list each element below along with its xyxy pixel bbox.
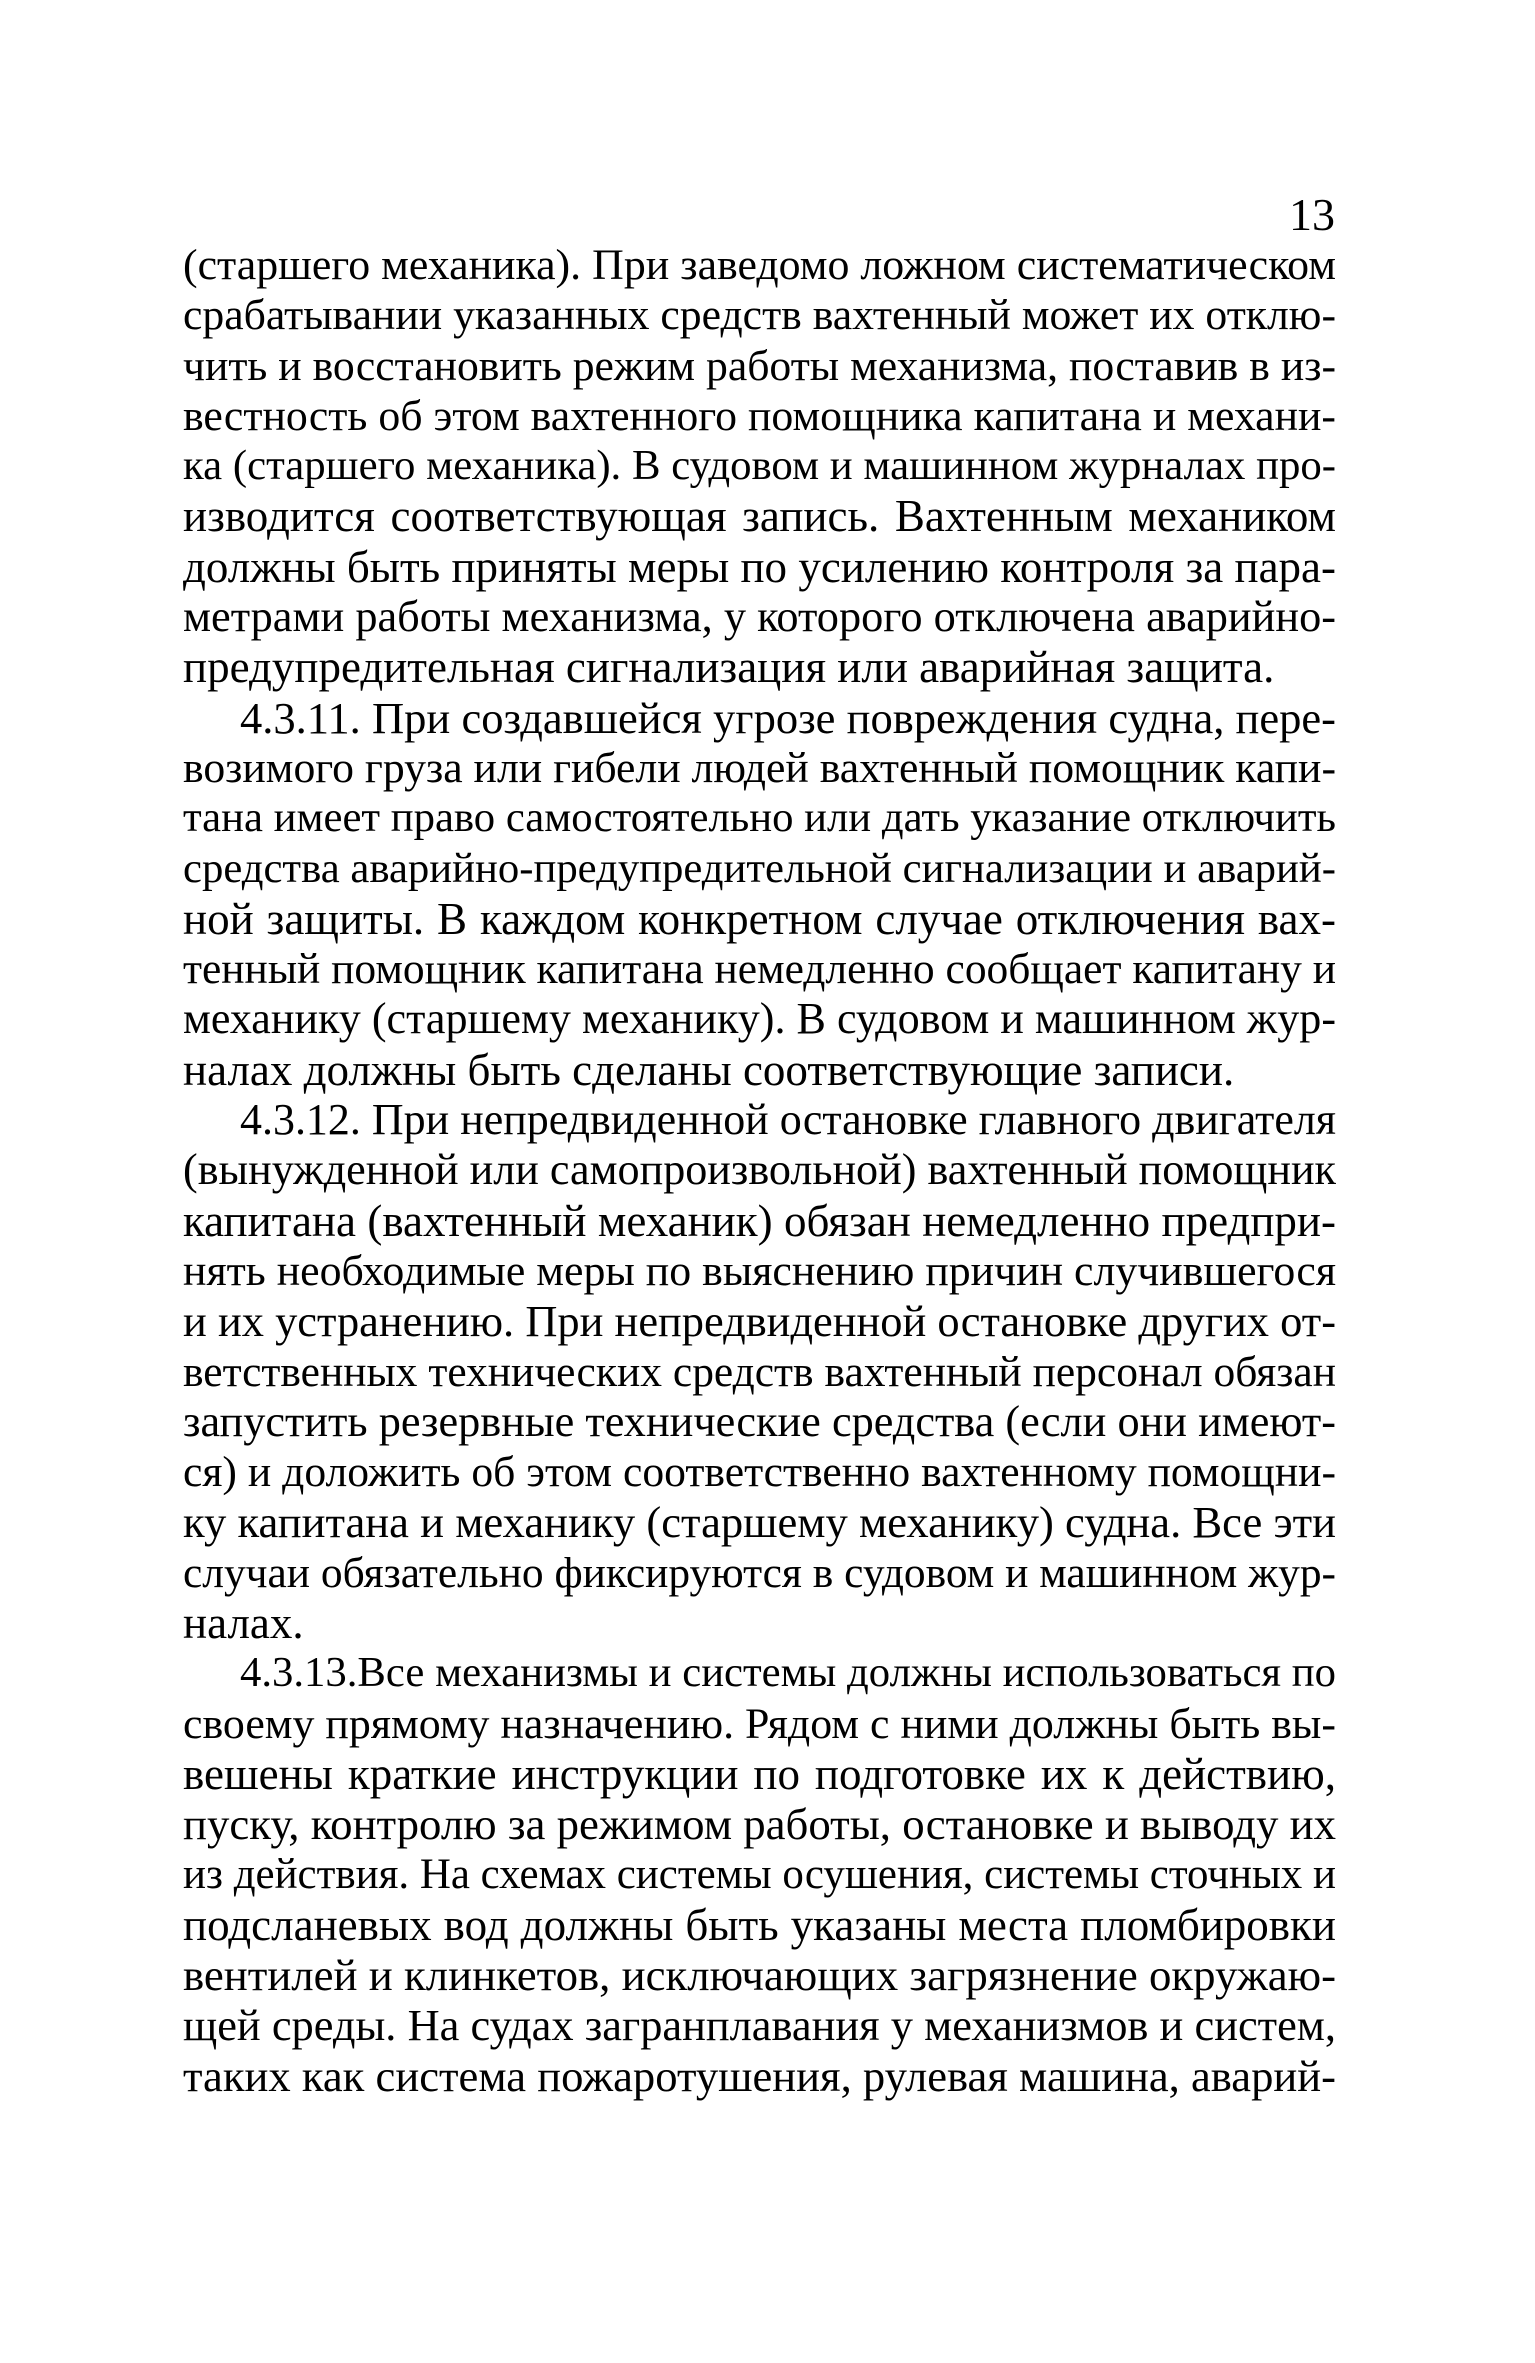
text-line: должны быть приняты меры по усилению контроля за пара- (183, 541, 1336, 592)
text-line: ку капитана и механику (старшему механику) судна. Все эти (183, 1497, 1336, 1548)
text-line: подсланевых вод должны быть указаны места пломбировки (183, 1899, 1336, 1950)
text-line: изводится соответствующая запись. Вахтенным механиком (183, 491, 1336, 542)
text-line: средства аварийно-предупредительной сигнализации и аварий- (183, 844, 1336, 892)
text-line: вентилей и клинкетов, исключающих загрязнение окружаю- (183, 1950, 1336, 2001)
text-line: (вынужденной или самопроизвольной) вахтенный помощник (183, 1145, 1336, 1195)
text-line: (старшего механика). При заведомо ложном систематическом (183, 241, 1336, 289)
text-line: ной защиты. В каждом конкретном случае отключения вах- (183, 893, 1336, 944)
text-line: пуску, контролю за режимом работы, остановке и выводу их (183, 1799, 1336, 1850)
text-line: налах. (183, 1598, 304, 1649)
text-line: чить и восстановить режим работы механизма, поставив в из- (183, 341, 1336, 390)
text-line: из действия. На схемах системы осушения, системы сточных и (183, 1850, 1336, 1898)
text-line: 4.3.13.Все механизмы и системы должны использоваться по (240, 1649, 1336, 1697)
text-line: нять необходимые меры по выяснению причин случившегося (183, 1246, 1336, 1295)
text-line: возимого груза или гибели людей вахтенный помощник капи- (183, 743, 1336, 792)
text-line: случаи обязательно фиксируются в судовом и машинном жур- (183, 1548, 1336, 1597)
text-line: щей среды. На судах загранплавания у механизмов и систем, (183, 2000, 1336, 2051)
text-line: капитана (вахтенный механик) обязан немедленно предпри- (183, 1195, 1336, 1246)
text-line: и их устранению. При непредвиденной остановке других от- (183, 1296, 1336, 1347)
text-line: тенный помощник капитана немедленно сообщает капитану и (183, 945, 1336, 994)
text-line: своему прямому назначению. Рядом с ними должны быть вы- (183, 1699, 1336, 1748)
text-line: ветственных технических средств вахтенный персонал обязан (183, 1347, 1336, 1396)
text-line: запустить резервные технические средства (если они имеют- (183, 1396, 1336, 1446)
text-line: таких как система пожаротушения, рулевая машина, аварий- (183, 2050, 1336, 2101)
text-line: тана имеет право самостоятельно или дать указание отключить (183, 794, 1336, 842)
text-line: ся) и доложить об этом соответственно вахтенному помощни- (183, 1448, 1336, 1497)
text-line: вешены краткие инструкции по подготовке их к действию, (183, 1748, 1336, 1799)
page-number: 13 (1289, 189, 1335, 240)
text-line: 4.3.12. При непредвиденной остановке главного двигателя (240, 1095, 1336, 1145)
text-line: 4.3.11. При создавшейся угрозе повреждения судна, пере- (240, 692, 1336, 743)
text-line: срабатывании указанных средств вахтенный может их отклю- (183, 291, 1336, 340)
text-line: вестность об этом вахтенного помощника капитана и механи- (183, 391, 1336, 440)
body-text (183, 240, 1336, 2101)
text-line: механику (старшему механику). В судовом и машинном жур- (183, 994, 1336, 1044)
text-line: налах должны быть сделаны соответствующие записи. (183, 1044, 1235, 1095)
text-line: ка (старшего механика). В судовом и машинном журналах про- (183, 442, 1336, 490)
text-line: метрами работы механизма, у которого отключена аварийно- (183, 592, 1336, 642)
text-line: предупредительная сигнализация или аварийная защита. (183, 642, 1275, 693)
